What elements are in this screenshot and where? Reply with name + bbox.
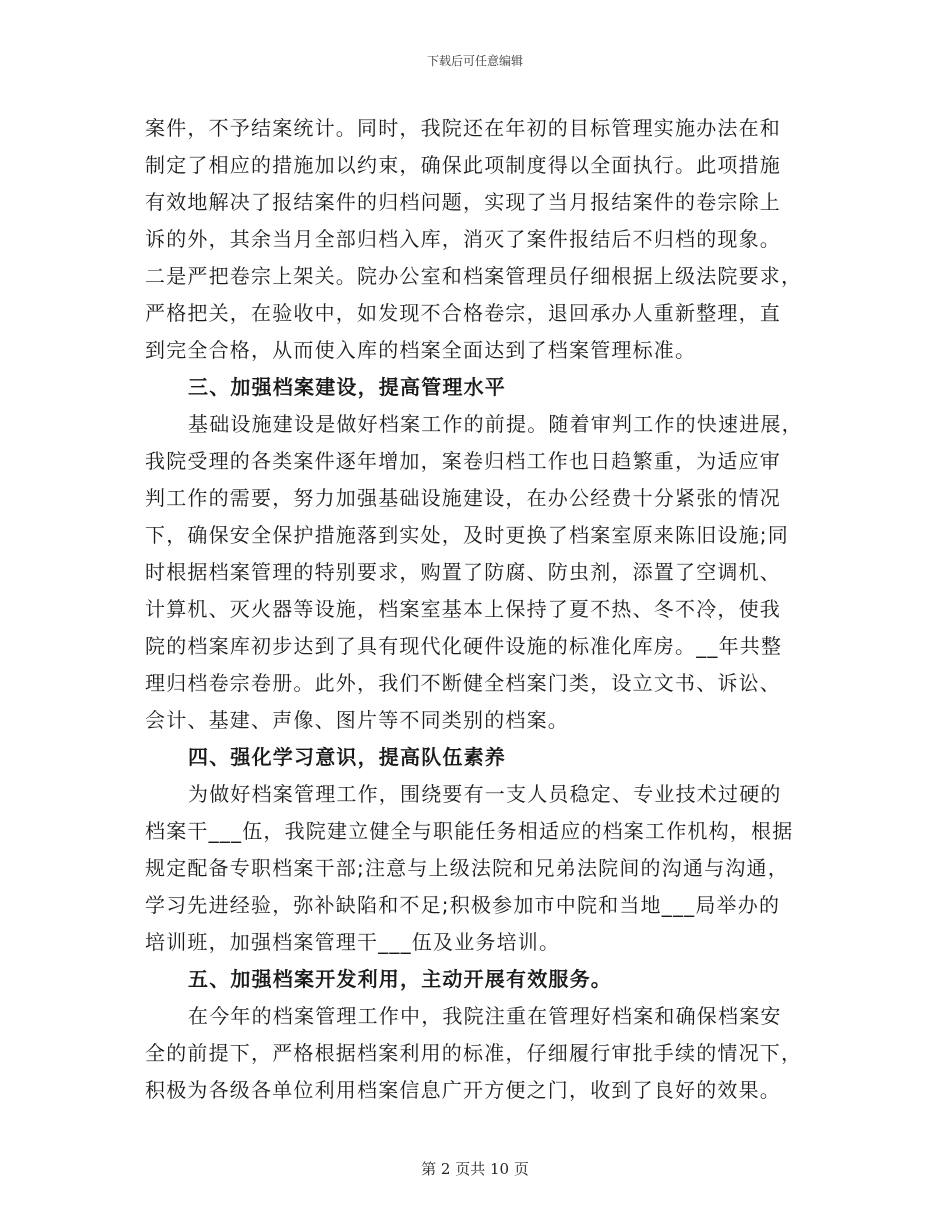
paragraph-line: 有效地解决了报结案件的归档问题，实现了当月报结案件的卷宗除上 — [145, 190, 781, 214]
section-heading: 四、强化学习意识，提高队伍素养 — [188, 745, 506, 769]
paragraph-line: 严格把关，在验收中，如发现不合格卷宗，退回承办人重新整理，直 — [145, 301, 781, 325]
section-heading: 五、加强档案开发利用，主动开展有效服务。 — [188, 967, 612, 991]
paragraph-line: 理归档卷宗卷册。此外，我们不断健全档案门类，设立文书、诉讼、 — [145, 671, 781, 695]
page-header: 下载后可任意编辑 — [426, 54, 523, 68]
paragraph-line: 在今年的档案管理工作中，我院注重在管理好档案和确保档案安 — [188, 1004, 782, 1028]
document-body — [145, 110, 805, 1109]
paragraph-line: 院的档案库初步达到了具有现代化硬件设施的标准化库房。__年共整 — [145, 634, 783, 658]
paragraph-line: 基础设施建设是做好档案工作的前提。随着审判工作的快速进展， — [188, 412, 803, 436]
paragraph-line: 下，确保安全保护措施落到实处，及时更换了档案室原来陈旧设施;同 — [145, 523, 789, 547]
paragraph-line: 计算机、灭火器等设施，档案室基本上保持了夏不热、冬不冷，使我 — [145, 597, 781, 621]
paragraph-line: 时根据档案管理的特别要求，购置了防腐、防虫剂，添置了空调机、 — [145, 560, 781, 584]
paragraph-line: 制定了相应的措施加以约束，确保此项制度得以全面执行。此项措施 — [145, 153, 781, 177]
paragraph-line: 积极为各级各单位利用档案信息广开方便之门，收到了良好的效果。 — [145, 1078, 781, 1102]
paragraph-line: 到完全合格，从而使入库的档案全面达到了档案管理标准。 — [145, 338, 697, 362]
paragraph-line: 学习先进经验，弥补缺陷和不足;积极参加市中院和当地___局举办的 — [145, 893, 781, 917]
paragraph-line: 档案干___伍，我院建立健全与职能任务相适应的档案工作机构，根据 — [145, 819, 794, 843]
page-footer: 第 2 页共 10 页 — [421, 1160, 529, 1178]
section-heading: 三、加强档案建设，提高管理水平 — [188, 375, 506, 399]
paragraph-line: 判工作的需要，努力加强基础设施建设，在办公经费十分紧张的情况 — [145, 486, 781, 510]
paragraph-line: 培训班，加强档案管理干___伍及业务培训。 — [145, 930, 561, 954]
paragraph-line: 二是严把卷宗上架关。院办公室和档案管理员仔细根据上级法院要求， — [145, 264, 803, 288]
paragraph-line: 会计、基建、声像、图片等不同类别的档案。 — [145, 708, 569, 732]
paragraph-line: 全的前提下，严格根据档案利用的标准，仔细履行审批手续的情况下， — [145, 1041, 803, 1065]
paragraph-line: 规定配备专职档案干部;注意与上级法院和兄弟法院间的沟通与沟通， — [145, 856, 789, 880]
paragraph-line: 案件，不予结案统计。同时，我院还在年初的目标管理实施办法在和 — [145, 116, 781, 140]
paragraph-line: 诉的外，其余当月全部归档入库，消灭了案件报结后不归档的现象。 — [145, 227, 781, 251]
paragraph-line: 我院受理的各类案件逐年增加，案卷归档工作也日趋繁重，为适应审 — [145, 449, 781, 473]
paragraph-line: 为做好档案管理工作，围绕要有一支人员稳定、专业技术过硬的 — [188, 782, 782, 806]
